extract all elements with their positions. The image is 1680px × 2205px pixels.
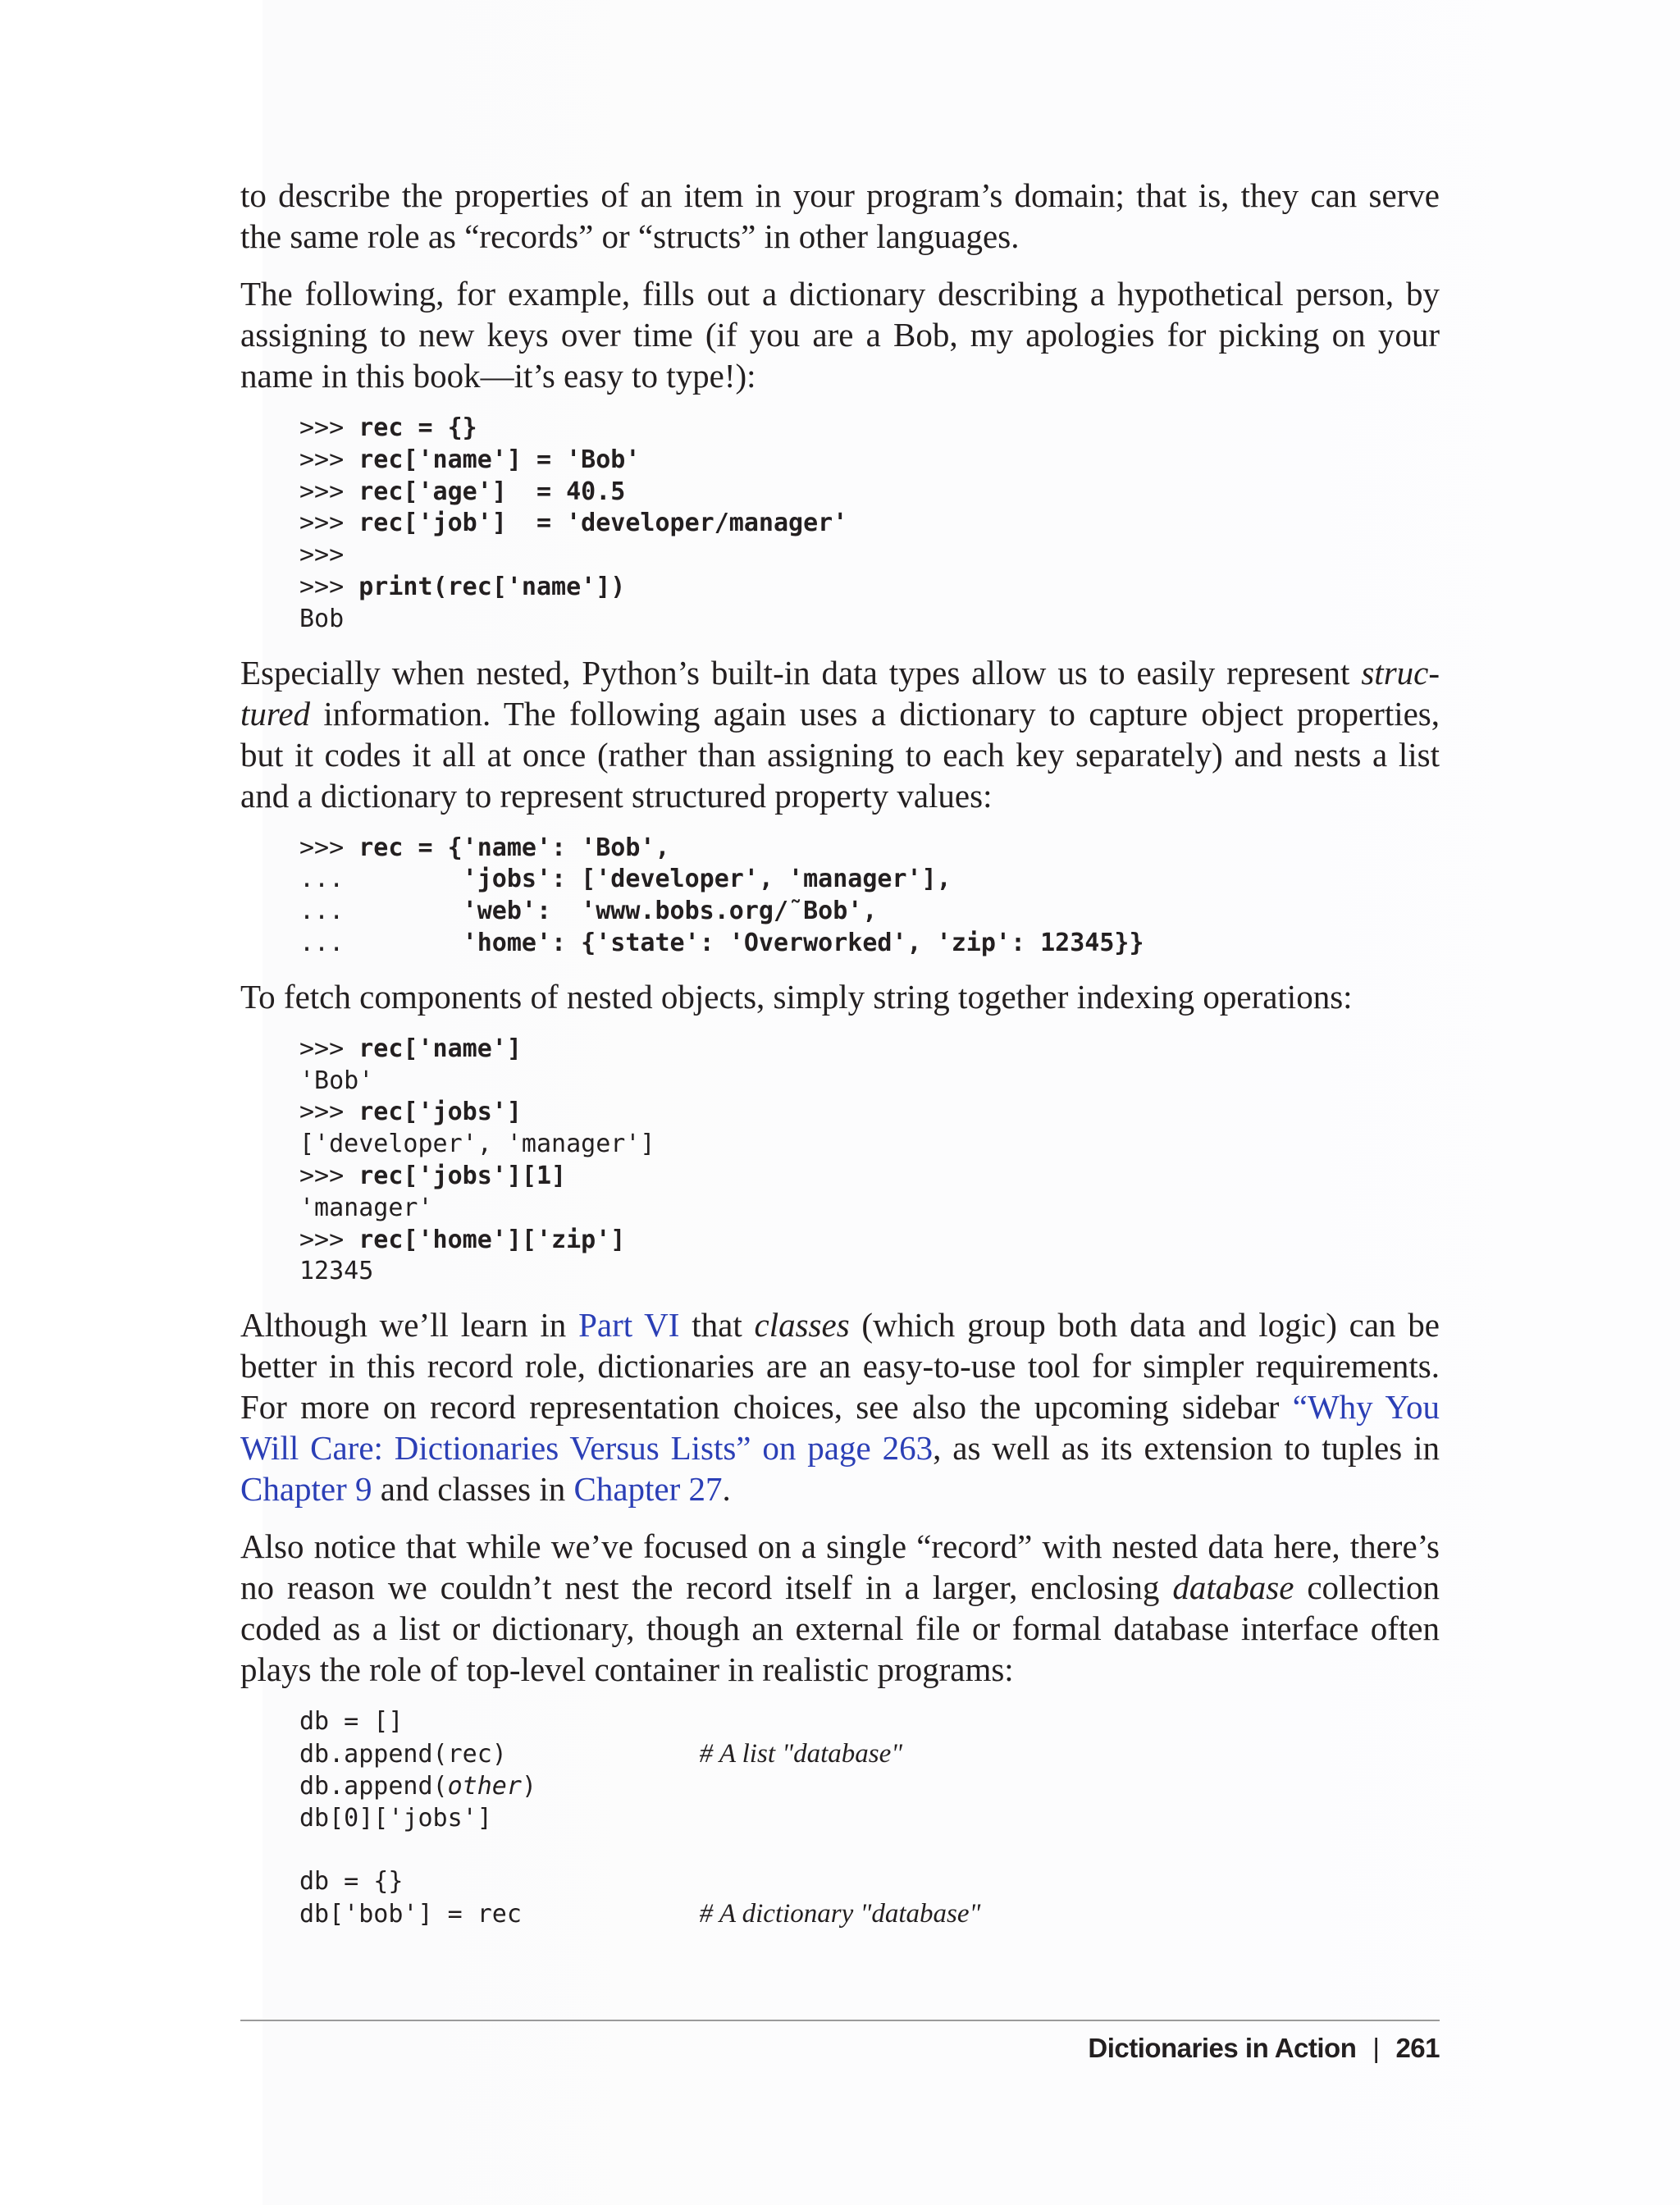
text-run: . (722, 1470, 731, 1509)
code-line (299, 1034, 522, 1063)
footer-separator: | (1372, 2033, 1380, 2063)
paragraph-nested-types (240, 652, 1440, 816)
prompt: >>> (299, 445, 359, 474)
text-run: and classes in (372, 1470, 574, 1509)
prompt: >>> (299, 541, 345, 570)
text-line: but it codes it all at once (rather than assigning to each key separately) and nests a list (240, 735, 1440, 774)
code-input: rec['jobs'][1] (358, 1161, 567, 1190)
code-placeholder: other (447, 1771, 522, 1801)
code-block-indexing (299, 1034, 1440, 1288)
code-line: db[0]['jobs'] (299, 1803, 492, 1833)
prompt: >>> (299, 1161, 359, 1190)
code-block-build-record (299, 413, 1440, 636)
text-line: to describe the properties of an item in your program’s domain; that is, they can serve (240, 176, 1440, 214)
code-output: Bob (299, 604, 345, 633)
code-output: 12345 (299, 1257, 374, 1286)
link-sidebar-why-you-will-care[interactable]: “Why You (1292, 1388, 1440, 1427)
text-line: plays the role of top-level container in realistic programs: (240, 1650, 1014, 1689)
text-line: To fetch components of nested objects, simply string together indexing operations: (240, 977, 1353, 1016)
link-sidebar-why-you-will-care-continued[interactable]: Will Care: Dictionaries Versus Lists” on page 263 (240, 1429, 934, 1468)
code-block-database (299, 1706, 1440, 1931)
code-line (299, 1900, 980, 1929)
text-run: For more on record representation choices, see also the upcoming sidebar (240, 1388, 1293, 1427)
text-line (240, 1468, 1440, 1509)
text-line: and a dictionary to represent structured property values: (240, 776, 993, 815)
page-number: 261 (1395, 2033, 1440, 2063)
code-text: db.append(rec) (299, 1739, 700, 1769)
prompt: >>> (299, 833, 359, 862)
page-body (240, 175, 1440, 1947)
text-line: better in this record role, dictionaries are an easy-to-use tool for simpler requirements. (240, 1347, 1440, 1386)
emphasis: database (1172, 1568, 1294, 1607)
text-run: collection (1294, 1568, 1440, 1607)
code-input: 'jobs': ['developer', 'manager'], (462, 865, 952, 894)
code-input: 'home': {'state': 'Overworked', 'zip': 12345}} (462, 928, 1144, 957)
text-line (240, 1386, 1440, 1427)
text-line: assigning to new keys over time (if you are a Bob, my apologies for picking on your (240, 316, 1440, 354)
prompt: >>> (299, 477, 359, 506)
page-footer (1088, 2029, 1440, 2067)
code-line (299, 1772, 536, 1801)
code-input: print(rec['name']) (358, 572, 626, 601)
code-input: rec['age'] = 40.5 (358, 477, 626, 506)
code-line (299, 929, 1144, 957)
code-input: rec['name'] = 'Bob' (358, 445, 641, 474)
code-line (299, 833, 670, 862)
code-line (299, 1226, 625, 1254)
text-run: Although we’ll learn in (240, 1306, 579, 1344)
code-line (299, 573, 625, 601)
emphasis: struc- (1361, 653, 1440, 692)
text-run: Especially when nested, Python’s built-in data types allow us to easily represent (240, 653, 1362, 692)
text-line (240, 1304, 1440, 1345)
paragraph-example-intro (240, 273, 1440, 396)
code-input: rec['home']['zip'] (358, 1225, 626, 1254)
text-line: the same role as “records” or “structs” in other languages. (240, 217, 1020, 255)
code-input: rec = {'name': 'Bob', (358, 833, 670, 862)
text-line (240, 652, 1440, 693)
text-run: (which group both data and logic) can be (849, 1306, 1440, 1344)
prompt: >>> (299, 572, 359, 601)
code-comment: # A dictionary "database" (699, 1898, 981, 1929)
text-run: no reason we couldn’t nest the record itself in a larger, enclosing (240, 1568, 1173, 1607)
code-output: 'manager' (299, 1193, 433, 1222)
code-text: ) (521, 1771, 536, 1801)
prompt: ... (299, 928, 463, 957)
text-line (240, 1427, 1440, 1468)
code-text: db.append( (299, 1771, 448, 1801)
prompt: >>> (299, 1225, 359, 1254)
paragraph-database-collection (240, 1526, 1440, 1690)
code-line (299, 1162, 566, 1190)
code-line (299, 509, 847, 537)
prompt: >>> (299, 413, 359, 442)
running-footer-title: Dictionaries in Action (1088, 2033, 1357, 2063)
code-line (299, 1098, 522, 1126)
text-line: Also notice that while we’ve focused on a single “record” with nested data here, there’s (240, 1527, 1440, 1566)
code-input: rec['jobs'] (358, 1098, 522, 1127)
paragraph-records (240, 175, 1440, 257)
footer-divider (240, 2020, 1440, 2021)
paragraph-fetch-components (240, 976, 1440, 1017)
link-chapter-27[interactable]: Chapter 27 (573, 1470, 723, 1509)
code-line (299, 865, 952, 893)
code-text: db['bob'] = rec (299, 1899, 700, 1929)
code-line (299, 1740, 902, 1769)
code-input: rec['job'] = 'developer/manager' (358, 509, 848, 538)
text-run: , as well as its extension to tuples in (933, 1429, 1440, 1468)
code-line: db = {} (299, 1867, 404, 1897)
code-line (299, 541, 344, 569)
code-input: 'web': 'www.bobs.org/˜Bob', (462, 897, 878, 926)
code-line (299, 897, 877, 925)
text-line (240, 693, 1440, 734)
code-input: rec = {} (358, 413, 477, 442)
text-run: information. The following again uses a dictionary to capture object properties, (310, 694, 1440, 733)
text-line (240, 1567, 1440, 1608)
code-input: rec['name'] (358, 1034, 522, 1063)
paragraph-classes (240, 1304, 1440, 1509)
prompt: >>> (299, 1098, 359, 1127)
emphasis: tured (240, 694, 311, 733)
text-line: name in this book—it’s easy to type!): (240, 357, 756, 395)
prompt: >>> (299, 1034, 359, 1063)
code-line (299, 445, 640, 474)
prompt: ... (299, 865, 463, 894)
link-part-vi[interactable]: Part VI (578, 1306, 680, 1344)
text-line: coded as a list or dictionary, though an external file or formal database interface often (240, 1609, 1440, 1648)
code-comment: # A list "database" (699, 1738, 903, 1769)
prompt: >>> (299, 509, 359, 538)
prompt: ... (299, 897, 463, 926)
code-line (299, 413, 477, 442)
code-line: db = [] (299, 1707, 404, 1737)
link-chapter-9[interactable]: Chapter 9 (240, 1470, 372, 1509)
text-run: that (679, 1306, 755, 1344)
code-block-nested-record (299, 833, 1440, 960)
code-line (299, 477, 625, 506)
emphasis: classes (754, 1306, 850, 1344)
code-output: ['developer', 'manager'] (299, 1130, 655, 1159)
text-line: The following, for example, fills out a dictionary describing a hypothetical person, by (240, 275, 1440, 313)
code-output: 'Bob' (299, 1066, 374, 1095)
